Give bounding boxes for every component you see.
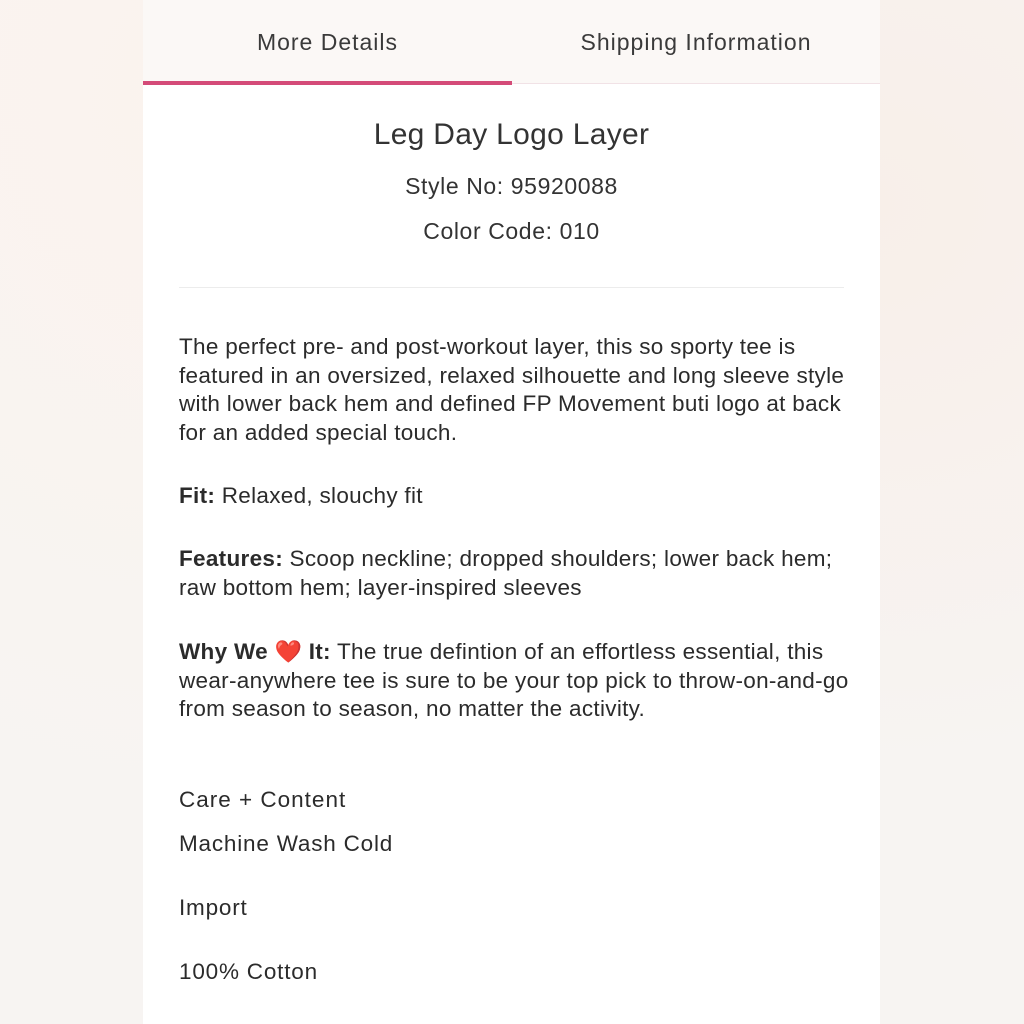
care-line-origin: Import (179, 895, 248, 920)
product-title: Leg Day Logo Layer (373, 118, 650, 151)
tab-shipping-information[interactable] (512, 0, 880, 84)
care-line-material: 100% Cotton (179, 959, 318, 984)
features-paragraph (179, 545, 859, 602)
features-label: Features: (179, 546, 283, 571)
details-panel (143, 0, 880, 1024)
why-label-start: Why We (179, 639, 275, 664)
fit-text: Relaxed, slouchy fit (215, 483, 423, 508)
care-line-wash: Machine Wash Cold (179, 831, 394, 856)
why-label-end: It: (302, 639, 331, 664)
tab-more-details-label: More Details (256, 28, 399, 55)
tab-shipping-information-label: Shipping Information (580, 28, 812, 55)
features-text: Scoop neckline; dropped shoulders; lower back hem; raw bottom hem; layer-inspired sleeves (179, 546, 833, 600)
tab-more-details[interactable] (143, 0, 512, 84)
care-content-heading: Care + Content (179, 787, 347, 812)
product-description: The perfect pre- and post-workout layer, this so sporty tee is featured in an oversized, relaxed silhouette and long sleeve style with lower back hem and defined FP Movement buti logo at back for an added special touch. (179, 334, 845, 446)
divider (179, 287, 844, 288)
why-we-love-it-paragraph (179, 638, 859, 724)
tab-bar (143, 0, 880, 84)
fit-paragraph (179, 482, 859, 511)
active-tab-indicator (143, 81, 512, 85)
color-code: Color Code: 010 (423, 218, 600, 244)
style-number: Style No: 95920088 (405, 173, 618, 199)
fit-label: Fit: (179, 483, 216, 508)
why-text: The true defintion of an effortless essential, this wear-anywhere tee is sure to be your top pick to throw-on-and-go from season to season, no matter the activity. (179, 639, 849, 722)
heart-icon: ❤️ (274, 639, 303, 664)
